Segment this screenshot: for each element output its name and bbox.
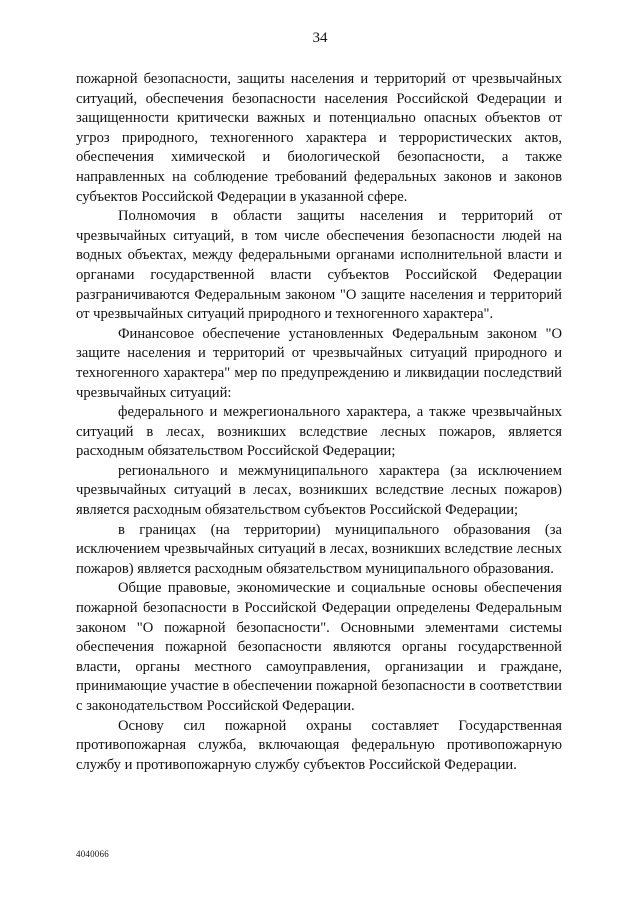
list-item-municipal: в границах (на территории) муниципального образования (за исключением чрезвычайных ситуаций в лесах, возникших вследствие лесных пожаров) является расходным обязательством муниципального образования. [76,521,562,577]
list-item-federal: федерального и межрегионального характера, а также чрезвычайных ситуаций в лесах, возникших вследствие лесных пожаров, является расходным обязательством Российской Федерации; [76,404,562,460]
page-number: 34 [312,30,328,46]
list-item-regional: регионального и межмуниципального характера (за исключением чрезвычайных ситуаций в лесах, возникших вследствие лесных пожаров) является расходным обязательством субъектов Российской Федерации; [76,462,562,519]
paragraph-powers: Полномочия в области защиты населения и территорий от чрезвычайных ситуаций, в том числе обеспечения безопасности людей на водных объектах, между федеральными органами исполнительной власти и органами государственной власти субъектов Российской Федерации разграничиваются Федеральным законом "О защите населения и территорий от чрезвычайных ситуаций природного и техногенного характера". [76,208,562,323]
paragraph-financing: Финансовое обеспечение установленных Федеральным законом "О защите населения и территорий от чрезвычайных ситуаций природного и техногенного характера" мер по предупреждению и ликвидации последствий чрезвычайных ситуаций: [76,325,562,401]
document-body [76,70,562,775]
document-code: 4040066 [76,849,109,859]
paragraph-continuation: пожарной безопасности, защиты населения и территорий от чрезвычайных ситуаций, обеспечения безопасности населения Российской Федерации и защищенности критически важных и потенциально опасных объектов от угроз природного, техногенного характера и террористических актов, обеспечения химической и биологической безопасности, а также направленных на соблюдение требований федеральных законов и законов субъектов Российской Федерации в указанной сфере. [76,71,562,205]
paragraph-fire-service: Основу сил пожарной охраны составляет Государственная противопожарная служба, включающая федеральную противопожарную службу и противопожарную службу субъектов Российской Федерации. [76,717,562,773]
paragraph-fire-safety-basics: Общие правовые, экономические и социальные основы обеспечения пожарной безопасности в Российской Федерации определены Федеральным законом "О пожарной безопасности". Основными элементами системы обеспечения пожарной безопасности являются органы государственной власти, органы местного самоуправления, организации и граждане, принимающие участие в обеспечении пожарной безопасности в соответствии с законодательством Российской Федерации. [76,580,562,714]
